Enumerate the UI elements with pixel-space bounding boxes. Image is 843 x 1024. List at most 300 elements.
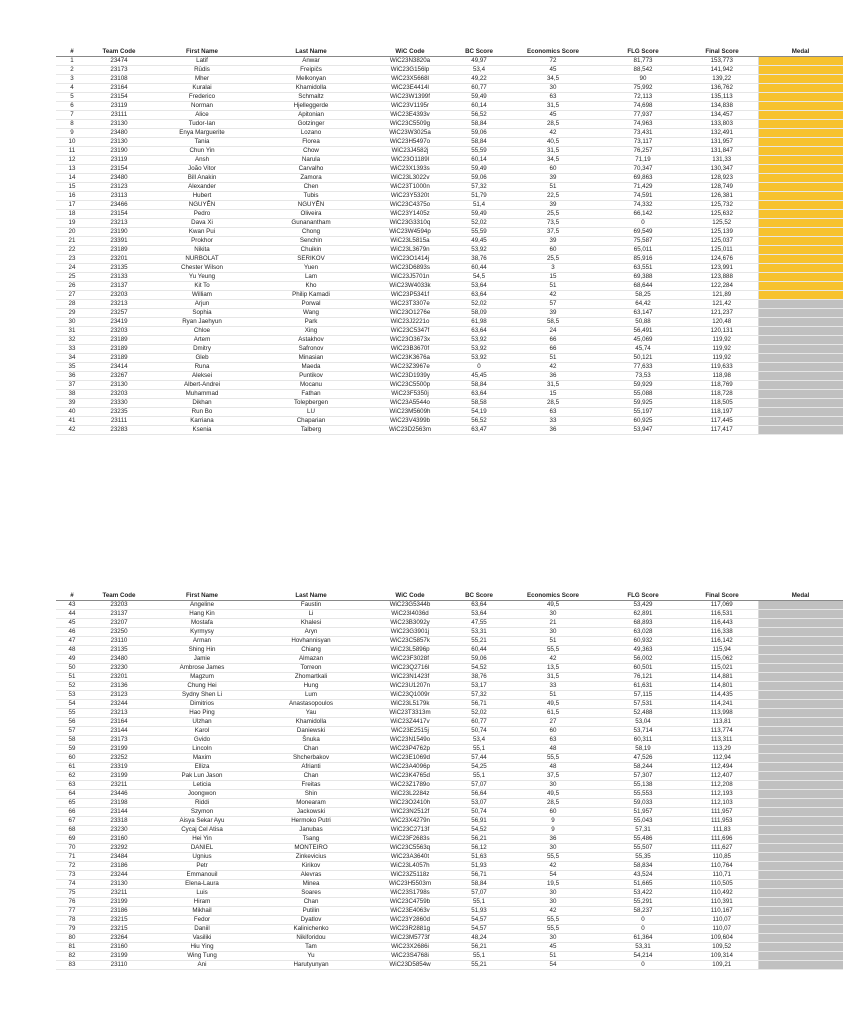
- cell-economics-score: 61,5: [506, 709, 600, 718]
- cell-wic-code: WiC23N3820a: [368, 57, 452, 66]
- cell-first-name: Sophia: [150, 309, 254, 318]
- cell-team-code: 23283: [88, 426, 150, 435]
- table-row: [56, 156, 843, 165]
- table-row: [56, 255, 843, 264]
- cell-bc-score: 50,74: [452, 808, 506, 817]
- cell-economics-score: 55,5: [506, 646, 600, 655]
- medal-cell: [758, 399, 843, 408]
- cell-team-code: 23133: [88, 273, 150, 282]
- column-header-last-name: Last Name: [254, 591, 368, 601]
- cell-economics-score: 42: [506, 655, 600, 664]
- medal-cell: [758, 754, 843, 763]
- cell-team-code: 23414: [88, 363, 150, 372]
- cell-wic-code: WiC23E4414l: [368, 84, 452, 93]
- cell-wic-code: WiC23B3092y: [368, 619, 452, 628]
- medal-cell: [758, 210, 843, 219]
- cell-index: 18: [56, 210, 88, 219]
- cell-wic-code: WiC23S1798s: [368, 889, 452, 898]
- cell-flg-score: 56,491: [600, 327, 686, 336]
- cell-first-name: Hiram: [150, 898, 254, 907]
- cell-wic-code: WiC23L4057h: [368, 862, 452, 871]
- medal-cell: [758, 718, 843, 727]
- cell-index: 24: [56, 264, 88, 273]
- cell-index: 51: [56, 673, 88, 682]
- medal-cell: [758, 318, 843, 327]
- medal-cell: [758, 381, 843, 390]
- cell-team-code: 23250: [88, 628, 150, 637]
- cell-flg-score: 58,834: [600, 862, 686, 871]
- cell-bc-score: 52,02: [452, 300, 506, 309]
- cell-flg-score: 72,113: [600, 93, 686, 102]
- cell-economics-score: 55,5: [506, 853, 600, 862]
- cell-flg-score: 56,002: [600, 655, 686, 664]
- cell-final-score: 128,923: [686, 174, 758, 183]
- cell-wic-code: WiC23N2512f: [368, 808, 452, 817]
- cell-economics-score: 39: [506, 201, 600, 210]
- cell-index: 27: [56, 291, 88, 300]
- cell-bc-score: 45,45: [452, 372, 506, 381]
- cell-final-score: 113,29: [686, 745, 758, 754]
- cell-final-score: 141,942: [686, 66, 758, 75]
- cell-team-code: 23230: [88, 664, 150, 673]
- cell-flg-score: 0: [600, 961, 686, 970]
- cell-wic-code: WiC23C4375o: [368, 201, 452, 210]
- cell-first-name: Riddi: [150, 799, 254, 808]
- cell-team-code: 23480: [88, 129, 150, 138]
- cell-last-name: Hovhannisyan: [254, 637, 368, 646]
- cell-index: 12: [56, 156, 88, 165]
- cell-last-name: Hung: [254, 682, 368, 691]
- cell-bc-score: 58,84: [452, 120, 506, 129]
- cell-flg-score: 45,74: [600, 345, 686, 354]
- cell-economics-score: 28,5: [506, 399, 600, 408]
- cell-first-name: Kit To: [150, 282, 254, 291]
- cell-index: 58: [56, 736, 88, 745]
- cell-first-name: Dimitrios: [150, 700, 254, 709]
- cell-economics-score: 45: [506, 943, 600, 952]
- cell-last-name: Shin: [254, 790, 368, 799]
- cell-team-code: 23130: [88, 120, 150, 129]
- cell-bc-score: 60,44: [452, 646, 506, 655]
- table-row: [56, 147, 843, 156]
- medal-cell: [758, 934, 843, 943]
- cell-team-code: 23480: [88, 655, 150, 664]
- cell-economics-score: 51: [506, 183, 600, 192]
- cell-economics-score: 48: [506, 745, 600, 754]
- table-row: [56, 664, 843, 673]
- medal-cell: [758, 372, 843, 381]
- cell-bc-score: 58,84: [452, 880, 506, 889]
- cell-economics-score: 60: [506, 246, 600, 255]
- cell-index: 76: [56, 898, 88, 907]
- cell-economics-score: 55,5: [506, 754, 600, 763]
- cell-wic-code: WiC23E2515j: [368, 727, 452, 736]
- cell-bc-score: 63,64: [452, 601, 506, 610]
- cell-index: 55: [56, 709, 88, 718]
- medal-cell: [758, 165, 843, 174]
- medal-cell: [758, 790, 843, 799]
- cell-bc-score: 59,49: [452, 165, 506, 174]
- cell-flg-score: 0: [600, 916, 686, 925]
- cell-final-score: 109,21: [686, 961, 758, 970]
- cell-team-code: 23110: [88, 637, 150, 646]
- cell-wic-code: WiC23J4582j: [368, 147, 452, 156]
- cell-first-name: Hang Kin: [150, 610, 254, 619]
- cell-team-code: 23137: [88, 610, 150, 619]
- cell-team-code: 23257: [88, 309, 150, 318]
- cell-flg-score: 51,957: [600, 808, 686, 817]
- results-table: [56, 47, 843, 435]
- cell-economics-score: 63: [506, 736, 600, 745]
- cell-first-name: Alice: [150, 111, 254, 120]
- table-row: [56, 246, 843, 255]
- cell-flg-score: 51,665: [600, 880, 686, 889]
- cell-first-name: Artem: [150, 336, 254, 345]
- table-row: [56, 174, 843, 183]
- cell-index: 82: [56, 952, 88, 961]
- medal-cell: [758, 871, 843, 880]
- cell-last-name: Chan: [254, 898, 368, 907]
- table-row: [56, 183, 843, 192]
- cell-first-name: Alexander: [150, 183, 254, 192]
- medal-cell: [758, 961, 843, 970]
- cell-last-name: Zinkevicius: [254, 853, 368, 862]
- medal-cell: [758, 327, 843, 336]
- cell-final-score: 118,98: [686, 372, 758, 381]
- medal-cell: [758, 138, 843, 147]
- table-row: [56, 628, 843, 637]
- cell-first-name: Angeline: [150, 601, 254, 610]
- cell-final-score: 123,888: [686, 273, 758, 282]
- medal-cell: [758, 673, 843, 682]
- medal-cell: [758, 183, 843, 192]
- cell-final-score: 112,94: [686, 754, 758, 763]
- cell-first-name: Joongwon: [150, 790, 254, 799]
- table-row: [56, 610, 843, 619]
- cell-wic-code: WiC23M5773f: [368, 934, 452, 943]
- cell-bc-score: 57,07: [452, 889, 506, 898]
- cell-final-score: 112,193: [686, 790, 758, 799]
- cell-flg-score: 77,937: [600, 111, 686, 120]
- table-row: [56, 192, 843, 201]
- cell-index: 65: [56, 799, 88, 808]
- cell-index: 9: [56, 129, 88, 138]
- cell-final-score: 121,89: [686, 291, 758, 300]
- cell-bc-score: 51,93: [452, 907, 506, 916]
- table-row: [56, 745, 843, 754]
- cell-bc-score: 56,64: [452, 790, 506, 799]
- cell-bc-score: 55,21: [452, 961, 506, 970]
- cell-bc-score: 53,4: [452, 736, 506, 745]
- medal-cell: [758, 255, 843, 264]
- cell-index: 62: [56, 772, 88, 781]
- cell-last-name: Tsang: [254, 835, 368, 844]
- cell-team-code: 23446: [88, 790, 150, 799]
- medal-cell: [758, 664, 843, 673]
- cell-bc-score: 63,47: [452, 426, 506, 435]
- table-row: [56, 772, 843, 781]
- results-table-page-2: [56, 591, 810, 970]
- cell-team-code: 23123: [88, 691, 150, 700]
- table-row: [56, 57, 843, 66]
- table-row: [56, 736, 843, 745]
- cell-last-name: Anwar: [254, 57, 368, 66]
- cell-economics-score: 55,5: [506, 925, 600, 934]
- cell-team-code: 23189: [88, 336, 150, 345]
- cell-economics-score: 60: [506, 727, 600, 736]
- cell-index: 45: [56, 619, 88, 628]
- cell-index: 14: [56, 174, 88, 183]
- cell-flg-score: 60,925: [600, 417, 686, 426]
- medal-cell: [758, 309, 843, 318]
- cell-first-name: Kuralai: [150, 84, 254, 93]
- cell-index: 33: [56, 345, 88, 354]
- medal-cell: [758, 880, 843, 889]
- column-header-wic-code: WiC Code: [368, 47, 452, 57]
- cell-index: 75: [56, 889, 88, 898]
- cell-last-name: Torreon: [254, 664, 368, 673]
- cell-bc-score: 53,17: [452, 682, 506, 691]
- cell-index: 25: [56, 273, 88, 282]
- table-row: [56, 318, 843, 327]
- cell-team-code: 23154: [88, 93, 150, 102]
- cell-bc-score: 58,84: [452, 138, 506, 147]
- cell-wic-code: WiC23A3640t: [368, 853, 452, 862]
- cell-flg-score: 71,429: [600, 183, 686, 192]
- cell-economics-score: 49,5: [506, 700, 600, 709]
- cell-last-name: Puntikov: [254, 372, 368, 381]
- medal-cell: [758, 156, 843, 165]
- table-row: [56, 700, 843, 709]
- cell-flg-score: 75,992: [600, 84, 686, 93]
- cell-last-name: Porwal: [254, 300, 368, 309]
- cell-bc-score: 54,52: [452, 664, 506, 673]
- cell-last-name: Li: [254, 610, 368, 619]
- cell-wic-code: WiC23Y2860d: [368, 916, 452, 925]
- table-row: [56, 862, 843, 871]
- cell-economics-score: 45: [506, 111, 600, 120]
- table-row: [56, 709, 843, 718]
- column-header-team-code: Team Code: [88, 47, 150, 57]
- cell-last-name: SERIKOV: [254, 255, 368, 264]
- cell-first-name: Ugnius: [150, 853, 254, 862]
- cell-first-name: Aleksei: [150, 372, 254, 381]
- cell-index: 23: [56, 255, 88, 264]
- cell-final-score: 110,85: [686, 853, 758, 862]
- column-header-final-score: Final Score: [686, 47, 758, 57]
- cell-last-name: Wang: [254, 309, 368, 318]
- cell-bc-score: 51,93: [452, 862, 506, 871]
- cell-flg-score: 60,932: [600, 637, 686, 646]
- cell-last-name: Oliveira: [254, 210, 368, 219]
- cell-index: 83: [56, 961, 88, 970]
- table-row: [56, 943, 843, 952]
- table-row: [56, 781, 843, 790]
- cell-final-score: 116,531: [686, 610, 758, 619]
- cell-flg-score: 53,714: [600, 727, 686, 736]
- cell-first-name: Kwan Pui: [150, 228, 254, 237]
- cell-index: 11: [56, 147, 88, 156]
- cell-team-code: 23190: [88, 147, 150, 156]
- cell-first-name: Lincoln: [150, 745, 254, 754]
- cell-final-score: 110,764: [686, 862, 758, 871]
- cell-final-score: 112,407: [686, 772, 758, 781]
- cell-first-name: Gleb: [150, 354, 254, 363]
- table-row: [56, 291, 843, 300]
- table-row: [56, 363, 843, 372]
- table-row: [56, 961, 843, 970]
- cell-final-score: 116,338: [686, 628, 758, 637]
- cell-final-score: 134,838: [686, 102, 758, 111]
- cell-first-name: Chester Wilson: [150, 264, 254, 273]
- cell-index: 80: [56, 934, 88, 943]
- table-row: [56, 934, 843, 943]
- cell-last-name: MONTEIRO: [254, 844, 368, 853]
- table-row: [56, 327, 843, 336]
- cell-economics-score: 60: [506, 808, 600, 817]
- cell-economics-score: 73,5: [506, 219, 600, 228]
- cell-wic-code: WiC23O1276e: [368, 309, 452, 318]
- cell-last-name: Jackowski: [254, 808, 368, 817]
- cell-wic-code: WiC23F2683s: [368, 835, 452, 844]
- cell-bc-score: 51,79: [452, 192, 506, 201]
- cell-first-name: Karriana: [150, 417, 254, 426]
- cell-team-code: 23199: [88, 772, 150, 781]
- cell-economics-score: 31,5: [506, 147, 600, 156]
- cell-last-name: Florea: [254, 138, 368, 147]
- cell-last-name: NGUYỄN: [254, 201, 368, 210]
- cell-team-code: 23160: [88, 943, 150, 952]
- cell-last-name: Kalinichenko: [254, 925, 368, 934]
- cell-economics-score: 51: [506, 691, 600, 700]
- cell-flg-score: 81,773: [600, 57, 686, 66]
- medal-cell: [758, 889, 843, 898]
- cell-last-name: Chaparian: [254, 417, 368, 426]
- cell-final-score: 112,494: [686, 763, 758, 772]
- cell-flg-score: 90: [600, 75, 686, 84]
- cell-last-name: Lum: [254, 691, 368, 700]
- table-row: [56, 646, 843, 655]
- cell-final-score: 114,801: [686, 682, 758, 691]
- cell-wic-code: WiC23T3307e: [368, 300, 452, 309]
- cell-last-name: Chong: [254, 228, 368, 237]
- cell-team-code: 23135: [88, 646, 150, 655]
- cell-index: 73: [56, 871, 88, 880]
- cell-last-name: Tubis: [254, 192, 368, 201]
- cell-bc-score: 54,5: [452, 273, 506, 282]
- cell-final-score: 109,314: [686, 952, 758, 961]
- medal-cell: [758, 219, 843, 228]
- cell-final-score: 113,81: [686, 718, 758, 727]
- cell-wic-code: WiC23X2686i: [368, 943, 452, 952]
- cell-bc-score: 55,59: [452, 147, 506, 156]
- cell-first-name: Mostafa: [150, 619, 254, 628]
- cell-final-score: 111,627: [686, 844, 758, 853]
- table-row: [56, 237, 843, 246]
- cell-last-name: Minasian: [254, 354, 368, 363]
- cell-wic-code: WiC23V4399b: [368, 417, 452, 426]
- cell-final-score: 115,021: [686, 664, 758, 673]
- cell-flg-score: 57,307: [600, 772, 686, 781]
- cell-first-name: Yu Yeung: [150, 273, 254, 282]
- cell-index: 72: [56, 862, 88, 871]
- cell-bc-score: 53,64: [452, 282, 506, 291]
- table-row: [56, 952, 843, 961]
- cell-bc-score: 55,1: [452, 952, 506, 961]
- table-row: [56, 111, 843, 120]
- cell-index: 20: [56, 228, 88, 237]
- cell-wic-code: WiC23L5896p: [368, 646, 452, 655]
- cell-flg-score: 73,53: [600, 372, 686, 381]
- cell-index: 16: [56, 192, 88, 201]
- cell-index: 47: [56, 637, 88, 646]
- table-row: [56, 880, 843, 889]
- medal-cell: [758, 228, 843, 237]
- cell-first-name: Luis: [150, 889, 254, 898]
- medal-cell: [758, 799, 843, 808]
- cell-team-code: 23213: [88, 709, 150, 718]
- cell-economics-score: 39: [506, 237, 600, 246]
- cell-bc-score: 54,19: [452, 408, 506, 417]
- cell-index: 69: [56, 835, 88, 844]
- cell-last-name: Aryn: [254, 628, 368, 637]
- cell-wic-code: WiC23K3676a: [368, 354, 452, 363]
- cell-bc-score: 52,02: [452, 709, 506, 718]
- cell-flg-score: 61,631: [600, 682, 686, 691]
- cell-economics-score: 31,5: [506, 381, 600, 390]
- cell-wic-code: WiC23B3670f: [368, 345, 452, 354]
- table-row: [56, 763, 843, 772]
- cell-wic-code: WiC23H5503m: [368, 880, 452, 889]
- cell-final-score: 131,957: [686, 138, 758, 147]
- medal-cell: [758, 925, 843, 934]
- cell-flg-score: 76,257: [600, 147, 686, 156]
- cell-final-score: 113,998: [686, 709, 758, 718]
- cell-flg-score: 63,147: [600, 309, 686, 318]
- cell-flg-score: 57,115: [600, 691, 686, 700]
- cell-first-name: Ryan Jaehyun: [150, 318, 254, 327]
- cell-final-score: 110,492: [686, 889, 758, 898]
- cell-final-score: 114,241: [686, 700, 758, 709]
- cell-index: 36: [56, 372, 88, 381]
- cell-final-score: 118,728: [686, 390, 758, 399]
- column-header-flg-score: FLG Score: [600, 591, 686, 601]
- cell-bc-score: 60,77: [452, 84, 506, 93]
- cell-wic-code: WiC23G5344b: [368, 601, 452, 610]
- cell-bc-score: 63,64: [452, 390, 506, 399]
- medal-cell: [758, 192, 843, 201]
- cell-index: 35: [56, 363, 88, 372]
- cell-flg-score: 58,25: [600, 291, 686, 300]
- cell-wic-code: WiC23W1399f: [368, 93, 452, 102]
- cell-index: 53: [56, 691, 88, 700]
- cell-economics-score: 31,5: [506, 102, 600, 111]
- cell-last-name: Schmaltz: [254, 93, 368, 102]
- cell-bc-score: 58,09: [452, 309, 506, 318]
- cell-first-name: Rūdis: [150, 66, 254, 75]
- cell-bc-score: 54,57: [452, 916, 506, 925]
- cell-flg-score: 55,291: [600, 898, 686, 907]
- cell-bc-score: 57,44: [452, 754, 506, 763]
- cell-wic-code: WiC23E4063v: [368, 907, 452, 916]
- table-row: [56, 655, 843, 664]
- cell-first-name: Nikita: [150, 246, 254, 255]
- cell-economics-score: 42: [506, 907, 600, 916]
- medal-cell: [758, 898, 843, 907]
- medal-cell: [758, 84, 843, 93]
- cell-flg-score: 0: [600, 925, 686, 934]
- cell-team-code: 23164: [88, 718, 150, 727]
